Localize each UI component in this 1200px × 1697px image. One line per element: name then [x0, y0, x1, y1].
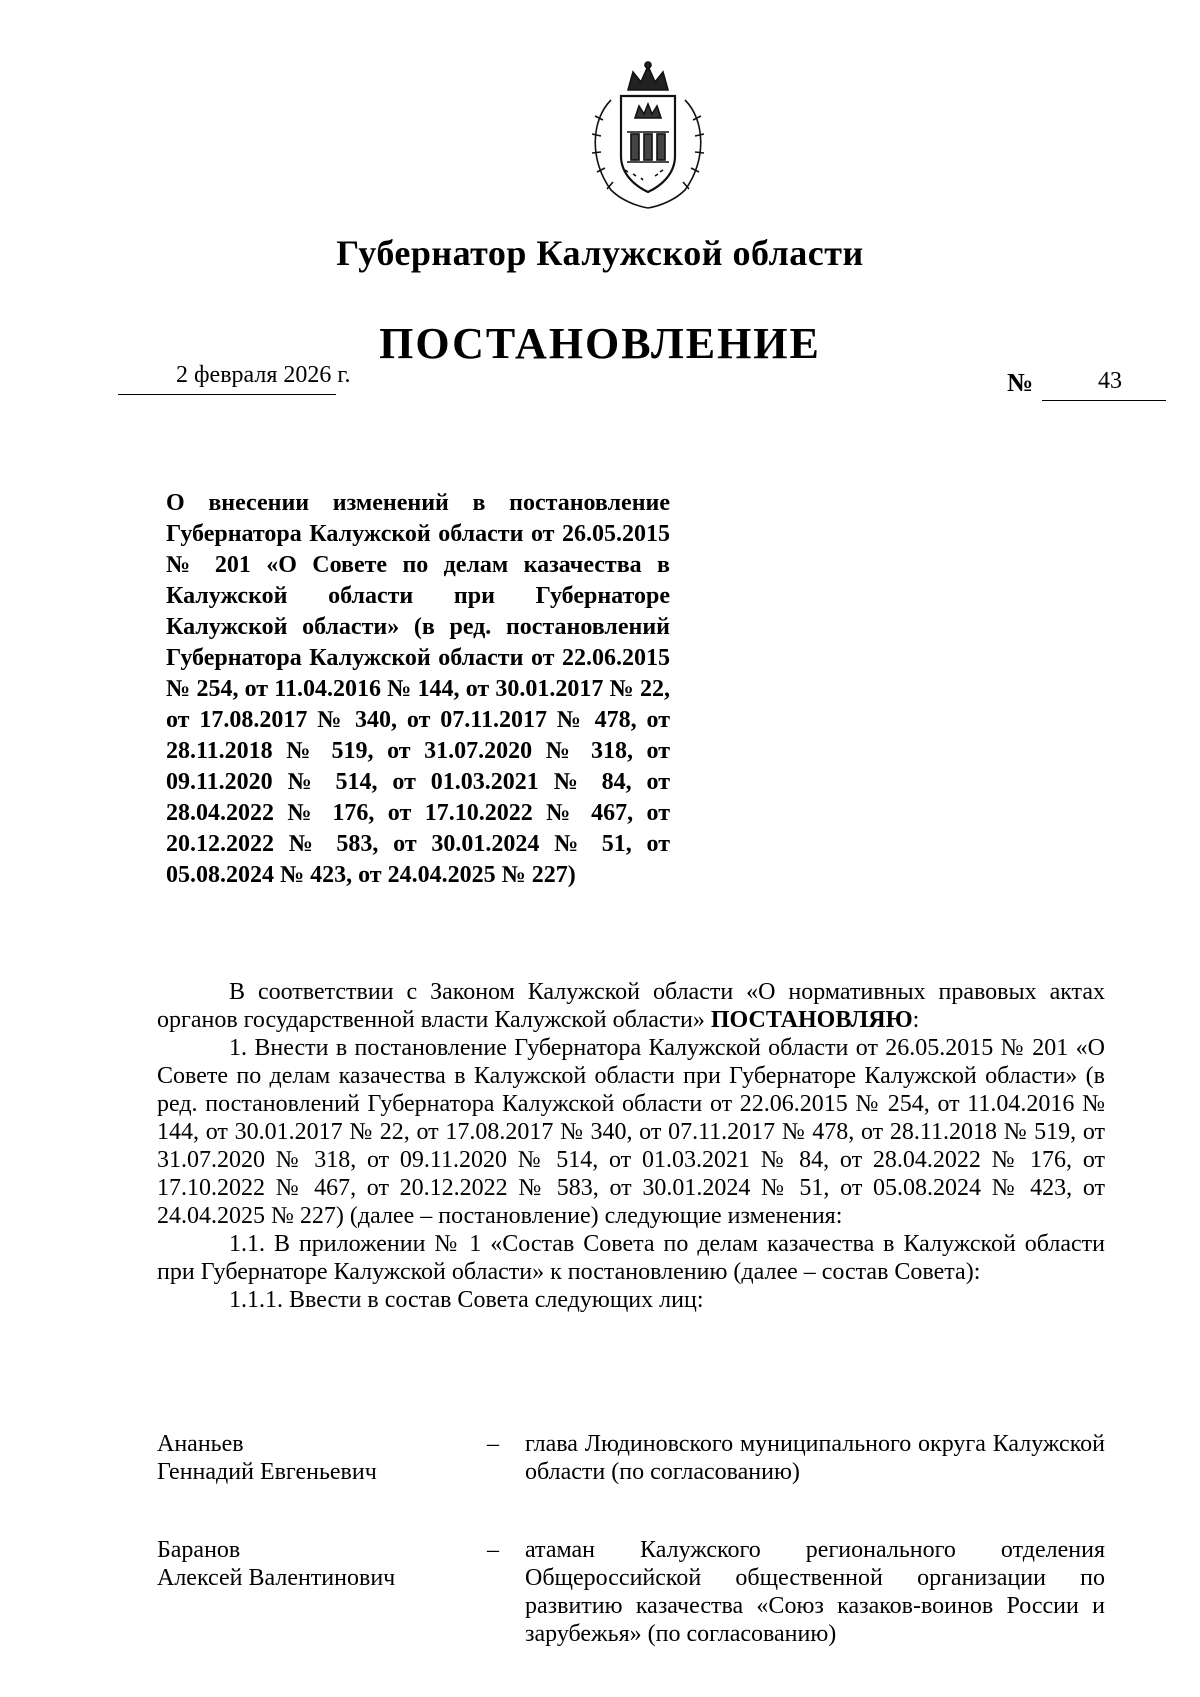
member-given-name: Алексей Валентинович	[157, 1565, 396, 1591]
coat-of-arms-emblem	[581, 60, 715, 210]
number-sign: №	[1007, 368, 1034, 397]
document-type-heading: ПОСТАНОВЛЕНИЕ	[379, 319, 821, 368]
number-underline	[1042, 400, 1166, 401]
member-given-name: Геннадий Евгеньевич	[157, 1459, 377, 1485]
document-date: 2 февраля 2026 г.	[176, 362, 351, 388]
document-number: 43	[1098, 368, 1122, 394]
decree-word: ПОСТАНОВЛЯЮ	[710, 1007, 913, 1033]
document-body	[157, 978, 1105, 1314]
member-surname: Баранов	[157, 1537, 241, 1563]
member-name	[157, 1430, 457, 1486]
date-underline	[118, 394, 336, 395]
member-name	[157, 1536, 457, 1592]
paragraph-1: 1. Внести в постановление Губернатора Калужской области от 26.05.2015 № 201 «О Совете по делам казачества в Калужской области при Губернаторе Калужской области» (в ред. постановлений Губернатора Калужской области от 22.06.2015 № 254, от 11.04.2016 № 144, от 30.01.2017 № 22, от 17.08.2017 № 340, от 07.11.2017 № 478, от 28.11.2018 № 519, от 31.07.2020 № 318, от 09.11.2020 № 514, от 01.03.2021 № 84, от 28.04.2022 № 176, от 17.10.2022 № 467, от 20.12.2022 № 583, от 30.01.2024 № 51, от 05.08.2024 № 423, от 24.04.2025 № 227) (далее – постановление) следующие изменения:	[157, 1035, 1105, 1229]
member-dash: –	[487, 1537, 499, 1563]
member-surname: Ананьев	[157, 1431, 244, 1457]
paragraph-1-1-1: 1.1.1. Ввести в состав Совета следующих лиц:	[229, 1287, 704, 1313]
member-dash: –	[487, 1431, 499, 1457]
preamble-text: В соответствии с Законом Калужской области «О нормативных правовых актах органов государственной власти Калужской области»	[157, 979, 1105, 1033]
issuer-title: Губернатор Калужской области	[336, 233, 864, 273]
paragraph-1-1: 1.1. В приложении № 1 «Состав Совета по делам казачества в Калужской области при Губернаторе Калужской области» к постановлению (далее – состав Совета):	[157, 1231, 1105, 1285]
preamble-paragraph	[157, 978, 1105, 1034]
member-role: глава Людиновского муниципального округа Калужской области (по согласованию)	[525, 1431, 1105, 1485]
decree-colon: :	[912, 1007, 920, 1033]
document-subject-title: О внесении изменений в постановление Губернатора Калужской области от 26.05.2015 № 201 «О Совете по делам казачества в Калужской области при Губернаторе Калужской области» (в ред. постановлений Губернатора Калужской области от 22.06.2015 № 254, от 11.04.2016 № 144, от 30.01.2017 № 22, от 17.08.2017 № 340, от 07.11.2017 № 478, от 28.11.2018 № 519, от 31.07.2020 № 318, от 09.11.2020 № 514, от 01.03.2021 № 84, от 28.04.2022 № 176, от 17.10.2022 № 467, от 20.12.2022 № 583, от 30.01.2024 № 51, от 05.08.2024 № 423, от 24.04.2025 № 227)	[166, 490, 670, 888]
member-role: атаман Калужского регионального отделения Общероссийской общественной организации по развитию казачества «Союз казаков-воинов России и зарубежья» (по согласованию)	[525, 1537, 1105, 1647]
